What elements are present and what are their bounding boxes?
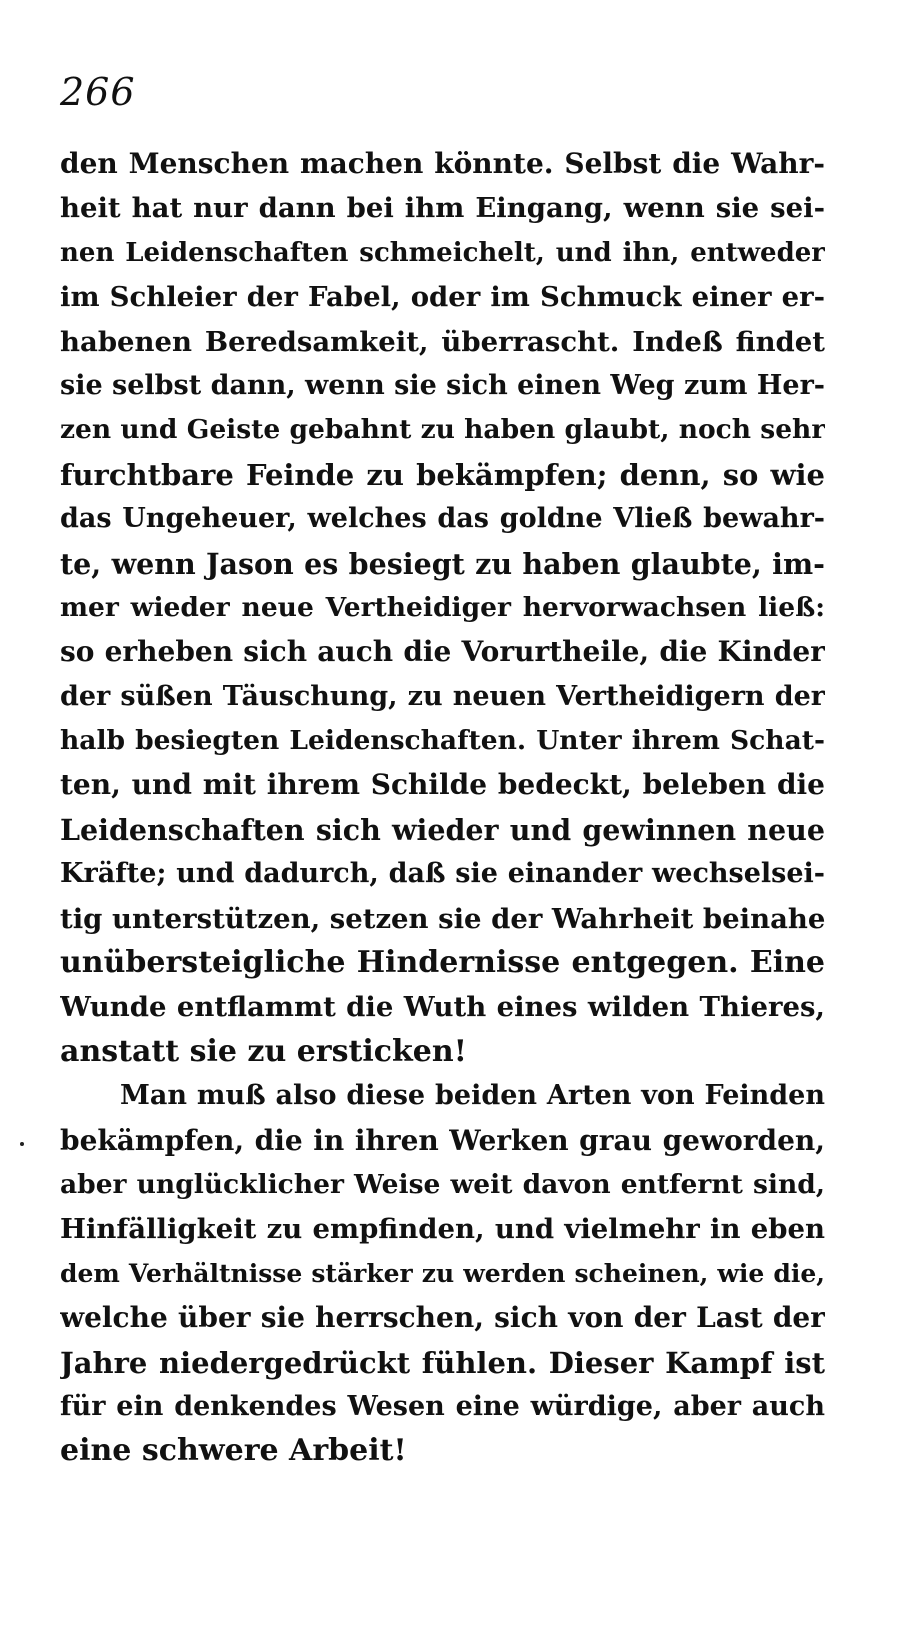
text-line-content: Jahre niedergedrückt fühlen. Dieser Kampf ist — [60, 1345, 825, 1380]
text-line-content: aber unglücklicher Weise weit davon entfernt sind, — [60, 1168, 825, 1200]
text-line — [60, 1429, 825, 1473]
text-line-content: habenen Beredsamkeit, überrascht. Indeß findet — [60, 325, 825, 358]
page-number: 266 — [60, 70, 136, 114]
text-line-content: te, wenn Jason es besiegt zu haben glaubte, im- — [60, 546, 825, 581]
text-line-content: Kräfte; und dadurch, daß sie einander wechselsei- — [60, 858, 825, 890]
body-text — [60, 142, 825, 1474]
text-line — [60, 364, 825, 408]
text-line — [60, 231, 825, 275]
text-line — [60, 142, 825, 186]
text-line — [60, 1074, 825, 1118]
text-line — [60, 542, 825, 586]
text-line-content: Leidenschaften sich wieder und gewinnen neue — [60, 812, 825, 847]
text-line-content: furchtbare Feinde zu bekämpfen; denn, so wie — [60, 457, 825, 492]
text-line-content: der süßen Täuschung, zu neuen Vertheidigern der — [60, 680, 825, 712]
text-line — [60, 1385, 825, 1429]
text-line — [60, 1341, 825, 1385]
text-line-content: ten, und mit ihrem Schilde bedeckt, beleben die — [60, 768, 825, 802]
text-line-content: im Schleier der Fabel, oder im Schmuck einer er- — [60, 281, 825, 314]
text-line — [60, 719, 825, 763]
text-line-content: nen Leidenschaften schmeichelt, und ihn, entweder — [60, 237, 825, 268]
text-line-content: heit hat nur dann bei ihm Eingang, wenn sie sei- — [60, 192, 825, 225]
text-line-content: eine schwere Arbeit! — [60, 1433, 407, 1469]
text-line — [60, 275, 825, 319]
text-line — [60, 1296, 825, 1340]
text-line-content: das Ungeheuer, welches das goldne Vließ bewahr- — [60, 503, 825, 535]
text-line — [60, 1163, 825, 1207]
text-line-content: Man muß also diese beiden Arten von Feinden — [120, 1080, 825, 1112]
text-line — [60, 497, 825, 541]
text-line-content: für ein denkendes Wesen eine würdige, aber auch — [60, 1390, 825, 1422]
text-line-content: anstatt sie zu ersticken! — [60, 1033, 467, 1069]
text-line — [60, 808, 825, 852]
text-line — [60, 941, 825, 985]
text-line — [60, 1207, 825, 1251]
text-line-content: bekämpfen, die in ihren Werken grau geworden, — [60, 1123, 825, 1157]
text-line-content: Wunde entflammt die Wuth eines wilden Thieres, — [60, 991, 825, 1024]
text-line-content: halb besiegten Leidenschaften. Unter ihrem Schat- — [60, 725, 825, 757]
ink-speck — [20, 1142, 24, 1146]
text-line — [60, 630, 825, 674]
text-line — [60, 586, 825, 630]
text-line-content: welche über sie herrschen, sich von der Last der — [60, 1301, 825, 1335]
text-line — [60, 186, 825, 230]
text-line — [60, 897, 825, 941]
text-line — [60, 985, 825, 1029]
text-line — [60, 763, 825, 807]
text-line — [60, 1030, 825, 1074]
text-line — [60, 1252, 825, 1296]
text-line-content: unübersteigliche Hindernisse entgegen. Eine — [60, 945, 825, 981]
text-line-content: so erheben sich auch die Vorurtheile, die Kinder — [60, 635, 825, 669]
text-line — [60, 675, 825, 719]
text-line-content: sie selbst dann, wenn sie sich einen Weg zum Her- — [60, 369, 825, 401]
text-line-content: zen und Geiste gebahnt zu haben glaubt, noch sehr — [60, 414, 825, 446]
text-line — [60, 453, 825, 497]
text-line-content: tig unterstützen, setzen sie der Wahrheit beinahe — [60, 902, 825, 935]
text-line — [60, 408, 825, 452]
text-line-content: dem Verhältnisse stärker zu werden scheinen, wie die, — [60, 1258, 825, 1288]
text-line — [60, 320, 825, 364]
text-line — [60, 852, 825, 896]
text-line-content: mer wieder neue Vertheidiger hervorwachsen ließ: — [60, 591, 825, 623]
text-line — [60, 1119, 825, 1163]
text-line-content: den Menschen machen könnte. Selbst die Wahr- — [60, 147, 825, 180]
text-line-content: Hinfälligkeit zu empfinden, und vielmehr in eben — [60, 1213, 825, 1246]
